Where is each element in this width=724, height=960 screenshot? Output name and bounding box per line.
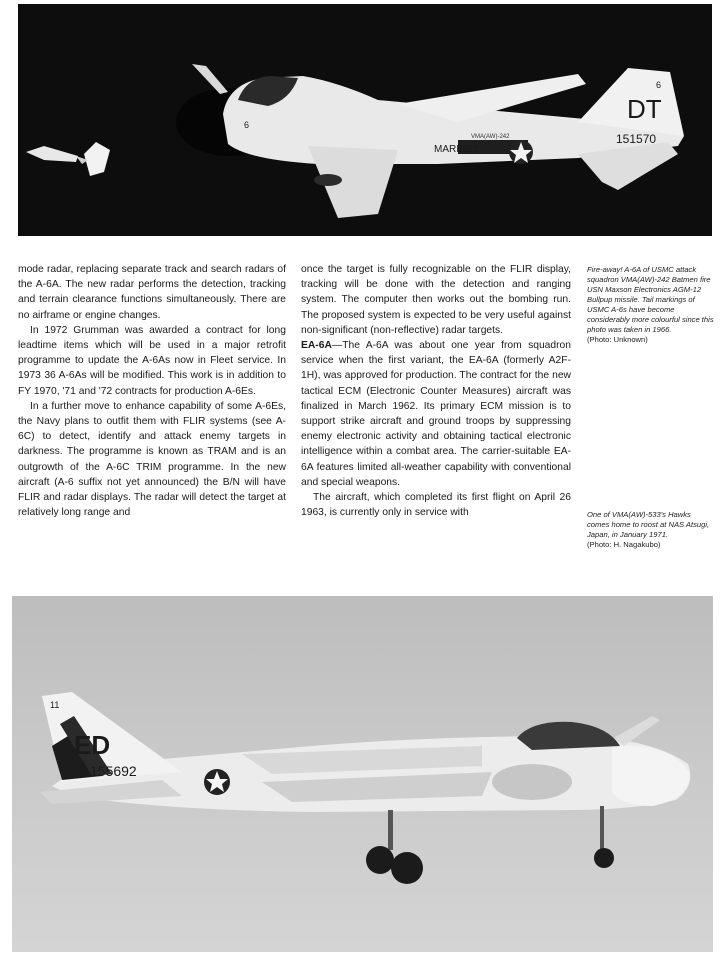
section-lead-ea6a: EA-6A (301, 340, 332, 352)
tail-code-bottom: ED (74, 730, 111, 760)
photo-caption-bottom (587, 510, 715, 550)
unit-marking-top: VMA(AW)-242 (471, 134, 510, 140)
nose-number-top: 6 (244, 120, 250, 130)
fin-number-top: 6 (656, 80, 662, 90)
caption-text: One of VMA(AW)-533's Hawks comes home to roost at NAS Atsugi, Japan, in January 1971. (587, 510, 710, 539)
paragraph: mode radar, replacing separate track and search radars of the A-6A. The new radar performs the detection, tracking and terrain clearance functions simultaneously. There are no airframe or engine changes. (18, 264, 286, 321)
body-column-left (18, 262, 286, 520)
tail-code-top: DT (627, 94, 662, 124)
body-column-middle (301, 262, 571, 520)
serial-number-top: 151570 (616, 132, 657, 146)
paragraph: The aircraft, which completed its first flight on April 26 1963, is currently only in service with (301, 492, 571, 519)
paragraph: once the target is fully recognizable on the FLIR display, tracking will be done with the detection and ranging system. The computer then works out the bombing run. The proposed system is expected to be very useful against non-significant (non-reflective) radar targets. (301, 264, 571, 336)
photo-a6a-missile-launch (18, 4, 712, 236)
aircraft-illustration-top (18, 4, 712, 236)
aircraft-illustration-bottom (12, 596, 713, 952)
fin-number-bottom: 11 (50, 700, 60, 710)
paragraph-ea6a (301, 338, 571, 490)
photo-caption-top (587, 265, 715, 345)
photo-credit: (Photo: Unknown) (587, 335, 648, 344)
caption-text: Fire-away! A-6A of USMC attack squadron VMA(AW)-242 Batmen fire USN Maxson Electronics AGM-12 Bullpup missile. Tail markings of USMC A-6s have become considerably more colourful since this photo was taken in 1966. (587, 265, 714, 334)
photo-a6-landing (12, 596, 713, 952)
aircraft-body (40, 692, 690, 884)
service-marking-top: MARINES (434, 144, 480, 155)
paragraph-text: —The A-6A was about one year from squadron service when the first variant, the EA-6A (formerly A2F-1H), was approved for production. The contract for the new tactical ECM (Electronic Counter Measures) aircraft was finalized in March 1962. Its primary ECM mission is to support strike aircraft and ground troops by suppressing enemy electronic activity and obtaining tactical electronic intelligence within a combat area. The carrier-suitable EA-6A features limited all-weather capability with conventional and special weapons. (301, 340, 571, 488)
paragraph: In 1972 Grumman was awarded a contract for long leadtime items which will be used in a major retrofit programme to update the A-6As now in Fleet service. In 1973 36 A-6As will be modified. This work is in addition to FY 1970, '71 and '72 contracts for production A-6Es. (18, 324, 286, 397)
photo-credit: (Photo: H. Nagakubo) (587, 540, 661, 549)
serial-number-bottom: 155692 (90, 763, 137, 779)
paragraph: In a further move to enhance capability of some A-6Es, the Navy plans to outfit them with FLIR systems (see A-6C) to detect, identify and attack enemy targets in darkness. The programme is known as TRAM and is an outgrowth of the A-6C TRIM programme. In the new aircraft (A-6 suffix not yet announced) the B/N will have FLIR and radar displays. The radar will detect the target at relatively long range and (18, 400, 286, 519)
